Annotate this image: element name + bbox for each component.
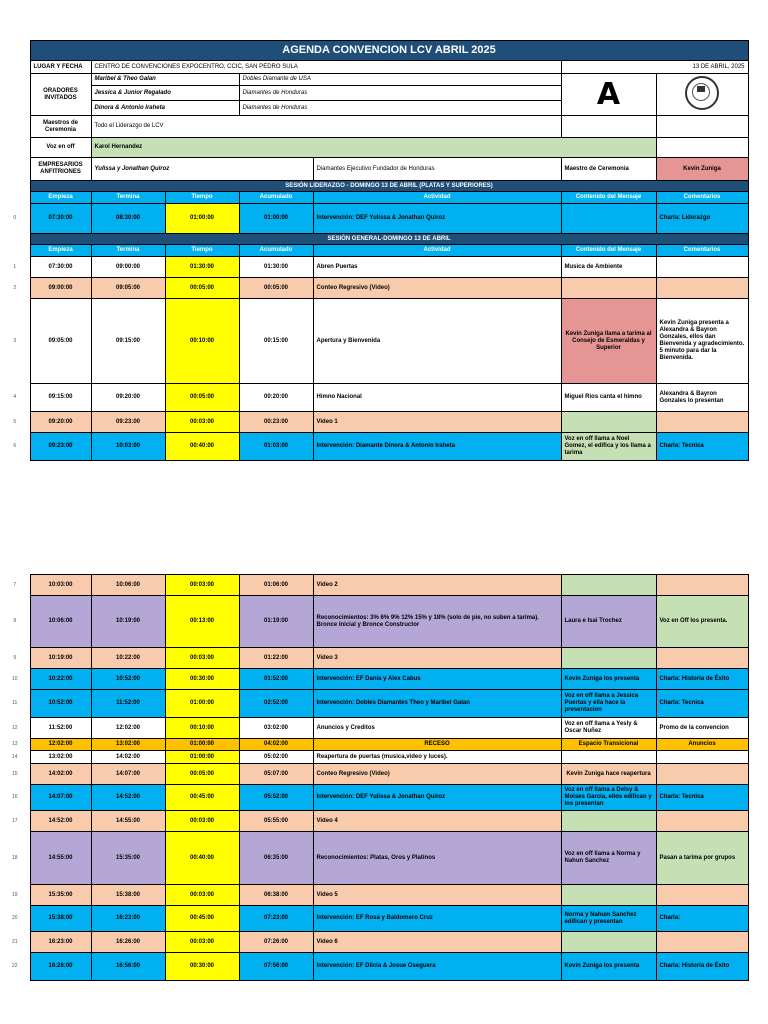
empresarios-label: EMPRESARIOS ANFITRIONES [30, 158, 91, 181]
header-empieza: Empieza [30, 192, 91, 204]
seal-icon [685, 76, 719, 110]
header-acumulado: Acumulado [239, 192, 313, 204]
orador-rank: Dobles Diamante de USA [239, 74, 561, 86]
table-row: 2 09:00:00 09:05:00 00:05:00 00:05:00 Conteo Regresivo (Video) [0, 278, 748, 299]
table-row: 4 09:15:00 09:20:00 00:05:00 00:20:00 Himno Nacional Miguel Rios canta el himno Alexandra & Bayron Gonzales lo presentan [0, 384, 748, 412]
table-row: 3 09:05:00 09:15:00 00:10:00 00:15:00 Apertura y Bienvenida Kevin Zuniga llama a tarima al Consejo de Esmeraldas y Superior Kevin Zuniga presenta a Alexandra & Bayron Gonzales, ellos dan Bienvenida y agradecimiento. 5 minuto para dar la Bienvenida. [0, 299, 748, 384]
empresarios-rank: Diamantes Ejecutivo Fundador de Honduras [313, 158, 561, 181]
header-tiempo: Tiempo [165, 192, 239, 204]
table-row: 20 15:38:00 16:23:00 00:45:00 07:23:00 Intervención: EF Rosa y Baldomero Cruz Norma y Nahum Sanchez edifican y presentan Charla: [0, 906, 748, 932]
table-row: 6 09:23:00 10:03:00 00:40:00 01:03:00 Intervención: Diamante Dinora & Antonio Iraheta Voz en off llama a Noel Gomez, el edifica y los llama a tarima Charla: Tecnica [0, 433, 748, 461]
table-row: 22 16:26:00 16:56:00 00:30:00 07:56:00 Intervención: EF Dilcia & Josue Oseguera Kevin Zuniga los presenta Charla: Historia de Éxito [0, 953, 748, 981]
agenda-table-top [0, 40, 749, 461]
maestros-label: Maestros de Ceremonia [30, 116, 91, 138]
header-termina: Termina [91, 192, 165, 204]
orador-rank: Diamantes de Honduras [239, 101, 561, 116]
table-row: 9 10:19:00 10:22:00 00:03:00 01:22:00 Video 3 [0, 648, 748, 669]
voz-label: Voz en off [30, 138, 91, 158]
column-header-row [0, 192, 748, 204]
agenda-table-bottom [0, 574, 749, 981]
column-header-row: Empieza Termina Tiempo Acumulado Actividad Contenido del Mensaje Comentarios [0, 245, 748, 257]
lugar-label: LUGAR Y FECHA [30, 61, 91, 74]
table-row: 14 13:02:00 14:02:00 01:00:00 05:02:00 Reapertura de puertas (musica,video y luces). [0, 751, 748, 764]
table-row: 7 10:03:00 10:06:00 00:03:00 01:06:00 Video 2 [0, 575, 748, 596]
table-row: 0 07:30:00 08:30:00 01:00:00 01:00:00 Intervención: DEF Yulissa & Jonathan Quiroz Charla: Liderazgo [0, 204, 748, 234]
orador-name: Jessica & Junior Regalado [91, 86, 239, 101]
table-row: 21 16:23:00 16:26:00 00:03:00 07:26:00 Video 6 [0, 932, 748, 953]
oradores-label: ORADORES INVITADOS [30, 74, 91, 116]
index-cell [0, 41, 30, 61]
section-liderazgo-title: SESIÓN LIDERAZGO - DOMINGO 13 DE ABRIL (PLATAS Y SUPERIORES) [30, 181, 748, 192]
header-contenido: Contenido del Mensaje [561, 192, 656, 204]
orador-name: Maribel & Theo Galan [91, 74, 239, 86]
table-row: 12 11:52:00 12:02:00 00:10:00 03:02:00 Anuncios y Creditos Voz en off llama a Yesly & Oscar Nuñez Promo de la convencion [0, 718, 748, 739]
brand-logo [561, 74, 656, 116]
table-row: 1 07:30:00 09:00:00 01:30:00 01:30:00 Abren Puertas Musica de Ambiente [0, 257, 748, 278]
table-row: 18 14:55:00 15:35:00 00:40:00 06:35:00 Reconocimientos: Platas, Oros y Platinos Voz en off llama a Norma y Nahun Sanchez Pasan a tarima por grupos [0, 832, 748, 885]
voz-value: Karol Hernandez [91, 138, 656, 158]
maestro-label: Maestro de Ceremonia [561, 158, 656, 181]
header-comentarios: Comentarios [656, 192, 748, 204]
lugar-value: CENTRO DE CONVENCIONES EXPOCENTRO, CCIC, SAN PEDRO SULA [91, 61, 561, 74]
section-general-title: SESIÓN GENERAL-DOMINGO 13 DE ABRIL [30, 234, 748, 245]
table-row: 16 14:07:00 14:52:00 00:45:00 05:52:00 Intervención: DEF Yulissa & Jonathan Quiroz Voz en off llama a Delsy & Moises Garcia, ellos edifican y los presentan Charla: Tecnica [0, 785, 748, 811]
a-logo-icon: A [596, 76, 621, 112]
table-row: 13 12:02:00 13:02:00 01:00:00 04:02:00 RECESO Espacio Transicional Anuncios [0, 739, 748, 751]
maestros-value: Todo el Liderazgo de LCV [91, 116, 561, 138]
table-row: 15 14:02:00 14:07:00 00:05:00 05:07:00 Conteo Regresivo (Video) Kevin Zuniga hace reapertura [0, 764, 748, 785]
fecha-value: 13 DE ABRIL, 2025 [561, 61, 748, 74]
table-row: 17 14:52:00 14:55:00 00:03:00 05:55:00 Video 4 [0, 811, 748, 832]
table-row: 5 09:20:00 09:23:00 00:03:00 00:23:00 Video 1 [0, 412, 748, 433]
maestro-value: Kevin Zuniga [656, 158, 748, 181]
orador-name: Dinora & Antonio Iraheta [91, 101, 239, 116]
empresarios-value: Yulissa y Jonathan Quiroz [91, 158, 313, 181]
orador-rank: Diamantes de Honduras [239, 86, 561, 101]
header-actividad: Actividad [313, 192, 561, 204]
table-row: 11 10:52:00 11:52:00 01:00:00 02:52:00 Intervención: Dobles Diamantes Theo y Maribel Galan Voz en off llama a Jessica Puertas y ella hace la presentacion Charla: Tecnica [0, 690, 748, 718]
table-row: 8 10:06:00 10:19:00 00:13:00 01:19:00 Reconocimientos: 3% 6% 9% 12% 15% y 18% (solo de pie, no suben a tarima). Bronce Inicial y Bronce Constructor Laura e Isai Trochez Voz en Off los presenta. [0, 596, 748, 648]
table-row: 10 10:22:00 10:52:00 00:30:00 01:52:00 Intervención: EF Dania y Alex Cabus Kevin Zuniga los presenta Charla: Historia de Éxito [0, 669, 748, 690]
seal-logo [656, 74, 748, 116]
agenda-title: AGENDA CONVENCION LCV ABRIL 2025 [30, 41, 748, 61]
table-row: 19 15:35:00 15:38:00 00:03:00 06:38:00 Video 5 [0, 885, 748, 906]
